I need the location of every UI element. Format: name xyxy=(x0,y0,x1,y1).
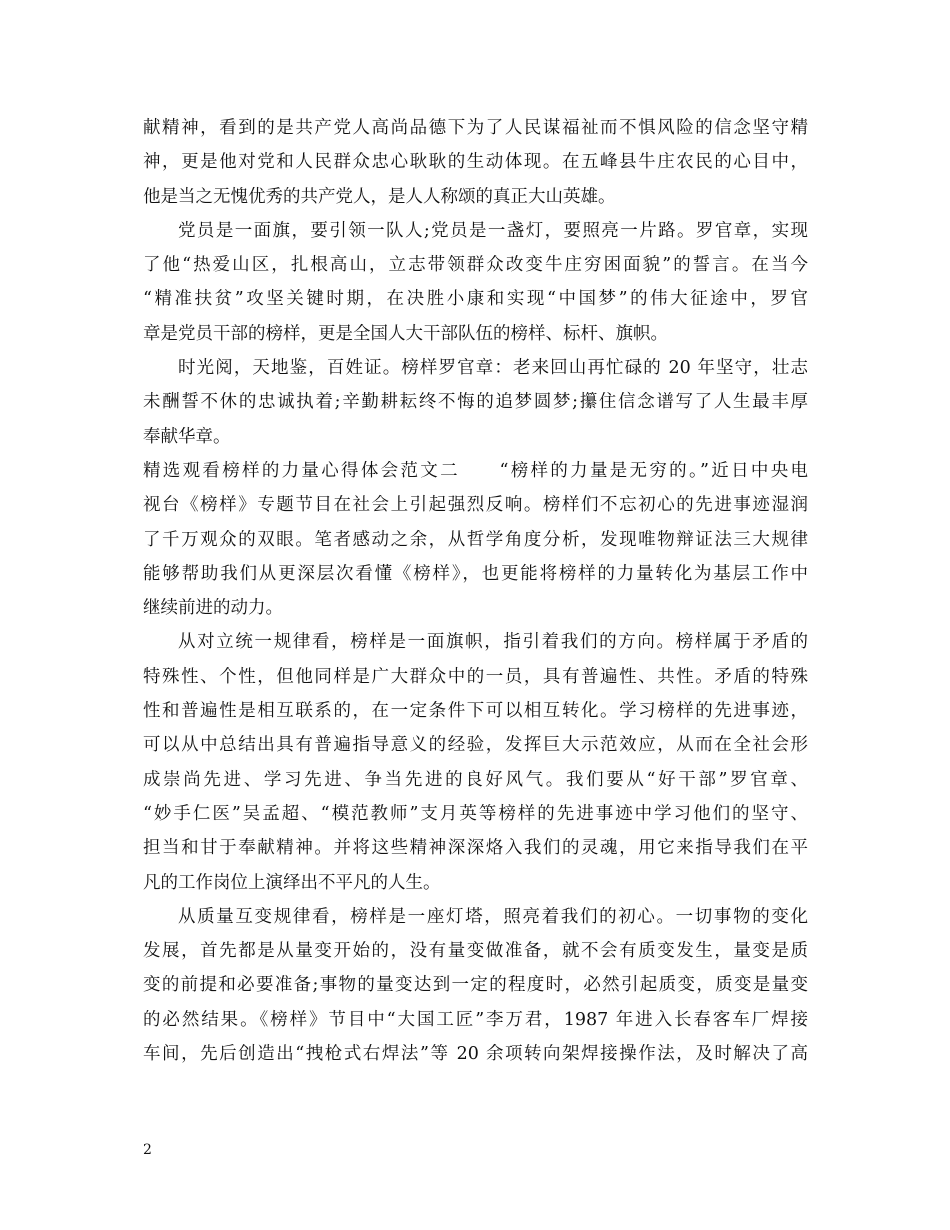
text-line: 从质量互变规律看，榜样是一座灯塔，照亮着我们的初心。一切事物的变化 xyxy=(178,906,808,927)
text-line: 奉献华章。 xyxy=(143,426,231,447)
text-line: 可以从中总结出具有普遍指导意义的经验，发挥巨大示范效应，从而在全社会形 xyxy=(143,735,808,756)
text-line: 车间，先后创造出“拽枪式右焊法”等 20 余项转向架焊接操作法，及时解决了高 xyxy=(143,1044,808,1065)
text-line: 发展，首先都是从量变开始的，没有量变做准备，就不会有质变发生，量变是质 xyxy=(143,941,808,962)
text-line: 时光阅，天地鉴，百姓证。榜样罗官章：老来回山再忙碌的 20 年坚守，壮志 xyxy=(178,358,808,379)
text-line: 精选观看榜样的力量心得体会范文二 “榜样的力量是无穷的。”近日中央电 xyxy=(143,460,808,481)
text-line: 特殊性、个性，但他同样是广大群众中的一员，具有普遍性、共性。矛盾的特殊 xyxy=(143,666,808,687)
text-line: “精准扶贫”攻坚关键时期，在决胜小康和实现“中国梦”的伟大征途中，罗官 xyxy=(143,289,808,310)
text-line: 未酬誓不休的忠诚执着;辛勤耕耘终不悔的追梦圆梦;攥住信念谱写了人生最丰厚 xyxy=(143,392,808,413)
text-line: 章是党员干部的榜样，更是全国人大干部队伍的榜样、标杆、旗帜。 xyxy=(143,323,668,344)
text-line: 继续前进的动力。 xyxy=(143,598,283,619)
text-line: 凡的工作岗位上演绎出不平凡的人生。 xyxy=(143,872,441,893)
text-line: 献精神，看到的是共产党人高尚品德下为了人民谋福祉而不惧风险的信念坚守精 xyxy=(143,118,808,138)
text-line: 了千万观众的双眼。笔者感动之余，从哲学角度分析，发现唯物辩证法三大规律 xyxy=(143,529,808,550)
text-line: “妙手仁医”吴孟超、“模范教师”支月英等榜样的先进事迹中学习他们的坚守、 xyxy=(143,803,808,824)
text-line: 担当和甘于奉献精神。并将这些精神深深烙入我们的灵魂，用它来指导我们在平 xyxy=(143,838,808,859)
text-line: 党员是一面旗，要引领一队人;党员是一盏灯，要照亮一片路。罗官章，实现 xyxy=(178,220,808,241)
body-text xyxy=(143,111,808,1071)
text-line: 视台《榜样》专题节目在社会上引起强烈反响。榜样们不忘初心的先进事迹湿润 xyxy=(143,495,808,516)
text-line: 了他“热爱山区，扎根高山，立志带领群众改变牛庄穷困面貌”的誓言。在当今 xyxy=(143,255,808,276)
text-line: 成崇尚先进、学习先进、争当先进的良好风气。我们要从“好干部”罗官章、 xyxy=(143,769,808,790)
text-line: 他是当之无愧优秀的共产党人，是人人称颂的真正大山英雄。 xyxy=(143,186,616,207)
text-line: 变的前提和必要准备;事物的量变达到一定的程度时，必然引起质变，质变是量变 xyxy=(143,975,808,996)
text-line: 能够帮助我们从更深层次看懂《榜样》，也更能将榜样的力量转化为基层工作中 xyxy=(143,563,808,584)
text-line: 性和普遍性是相互联系的，在一定条件下可以相互转化。学习榜样的先进事迹， xyxy=(143,701,808,722)
text-line: 从对立统一规律看，榜样是一面旗帜，指引着我们的方向。榜样属于矛盾的 xyxy=(178,632,808,653)
text-line: 的必然结果。《榜样》节目中“大国工匠”李万君，1987 年进入长春客车厂焊接 xyxy=(143,1009,808,1030)
page-number: 2 xyxy=(143,1142,152,1158)
text-line: 神，更是他对党和人民群众忠心耿耿的生动体现。在五峰县牛庄农民的心目中， xyxy=(143,152,808,173)
